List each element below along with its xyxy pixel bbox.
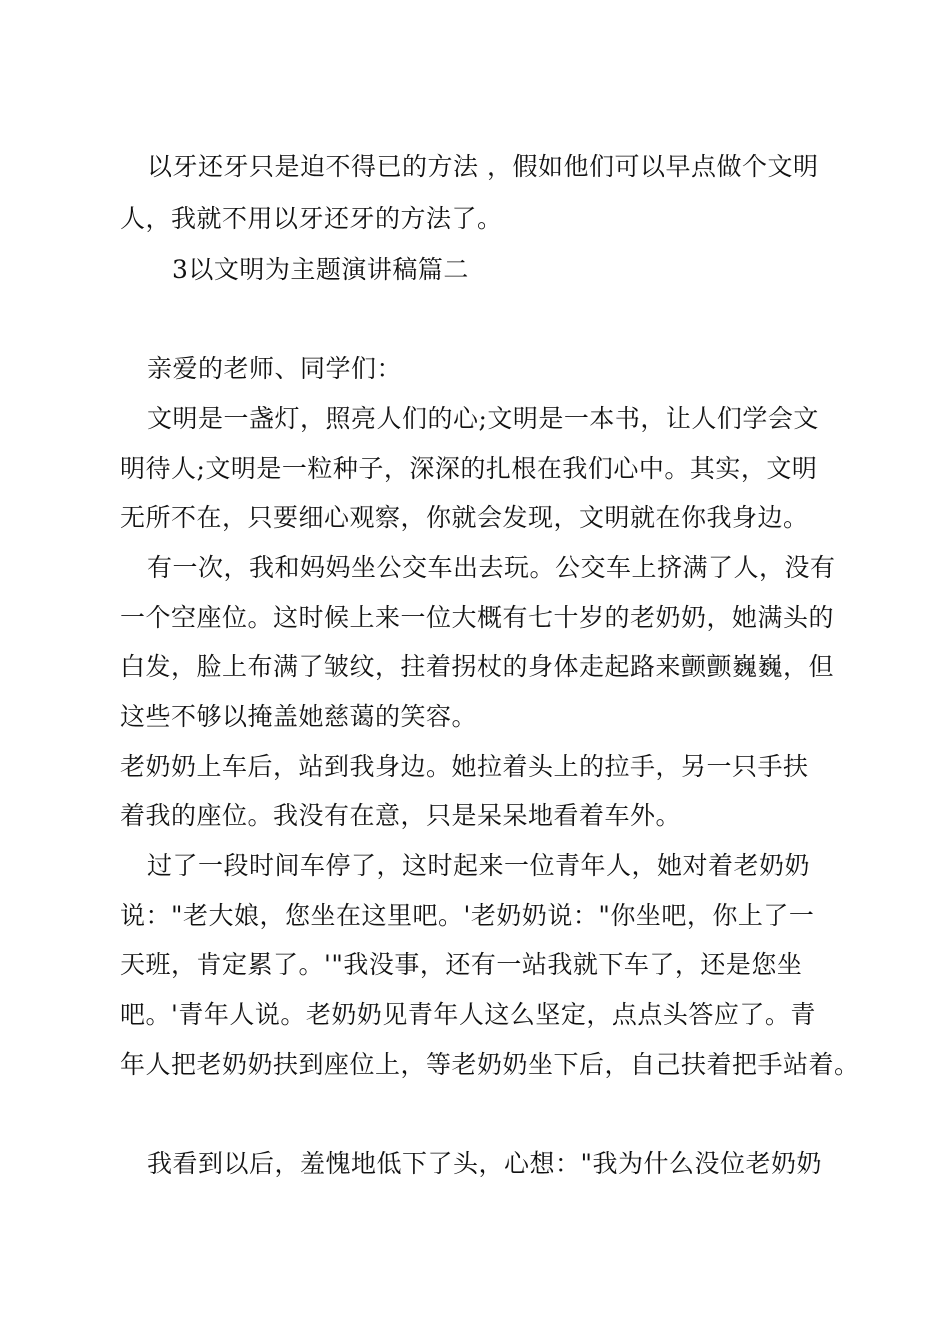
text-line: 年人把老奶奶扶到座位上，等老奶奶坐下后，自己扶着把手站着。 — [120, 1050, 860, 1079]
text-line: 无所不在，只要细心观察，你就会发现，文明就在你我身边。 — [120, 503, 809, 532]
text-line: 一个空座位。这时候上来一位大概有七十岁的老奶奶，她满头的 — [120, 603, 835, 632]
text-line: 以牙还牙只是迫不得已的方法 ，假如他们可以早点做个文明 — [147, 152, 819, 181]
text-line: 明待人;文明是一粒种子，深深的扎根在我们心中。其实，文明 — [120, 454, 818, 483]
text-line: 人，我就不用以牙还牙的方法了。 — [120, 204, 503, 233]
text-line: 过了一段时间车停了，这时起来一位青年人，她对着老奶奶 — [147, 851, 811, 880]
text-line: 着我的座位。我没有在意，只是呆呆地看着车外。 — [120, 801, 682, 830]
text-line: 我看到以后，羞愧地低下了头，心想："我为什么没位老奶奶 — [147, 1149, 823, 1178]
salutation: 亲爱的老师、同学们： — [147, 354, 403, 383]
text-line: 有一次，我和妈妈坐公交车出去玩。公交车上挤满了人，没有 — [147, 553, 836, 582]
text-line: 文明是一盏灯，照亮人们的心;文明是一本书，让人们学会文 — [147, 404, 819, 433]
text-line: 这些不够以掩盖她慈蔼的笑容。 — [120, 702, 478, 731]
text-line: 天班，肯定累了。'"我没事，还有一站我就下车了，还是您坐 — [120, 950, 803, 979]
section-heading: 3以文明为主题演讲稿篇二 — [172, 255, 469, 284]
text-line: 说："老大娘，您坐在这里吧。'老奶奶说："你坐吧，你上了一 — [120, 901, 815, 930]
text-line: 白发，脸上布满了皱纹，拄着拐杖的身体走起路来颤颤巍巍，但 — [120, 652, 835, 681]
text-line: 吧。'青年人说。老奶奶见青年人这么坚定，点点头答应了。青 — [120, 1000, 816, 1029]
text-line: 老奶奶上车后，站到我身边。她拉着头上的拉手，另一只手扶 — [120, 752, 809, 781]
